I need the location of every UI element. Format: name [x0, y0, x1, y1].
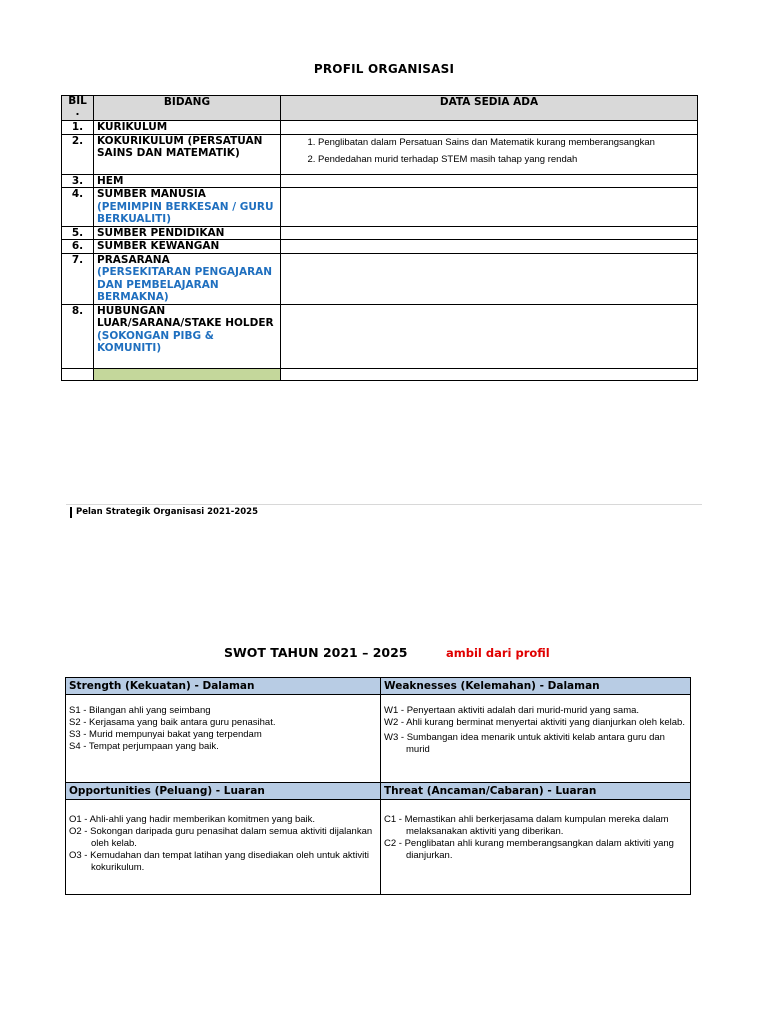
bidang-sub: (PERSEKITARAN PENGAJARAN DAN PEMBELAJARAN BERMAKNA): [97, 266, 273, 303]
opportunity-body: [66, 800, 381, 895]
strength-body: [66, 695, 381, 783]
kokurikulum-data-list: [284, 137, 694, 166]
row-data: [281, 304, 698, 368]
header-bidang: BIDANG: [94, 96, 281, 121]
swot-header-row: [66, 678, 691, 695]
list-item: S1 - Bilangan ahli yang seimbang: [69, 705, 211, 716]
list-item: S4 - Tempat perjumpaan yang baik.: [69, 741, 219, 752]
row-bidang: HEM: [94, 174, 281, 188]
empty-cell: [281, 368, 698, 380]
table-header-row: [62, 96, 698, 121]
footer-text: Pelan Strategik Organisasi 2021-2025: [70, 507, 258, 518]
row-number: 6.: [62, 240, 94, 254]
bidang-label: PRASARANA: [97, 253, 170, 266]
weakness-heading: Weaknesses (Kelemahan) - Dalaman: [381, 678, 691, 695]
header-data: DATA SEDIA ADA: [281, 96, 698, 121]
table-row: [62, 240, 698, 254]
bidang-sub: (PEMIMPIN BERKESAN / GURU BERKUALITI): [97, 200, 274, 225]
list-item: S2 - Kerjasama yang baik antara guru penasihat.: [69, 717, 276, 728]
strength-heading: Strength (Kekuatan) - Dalaman: [66, 678, 381, 695]
row-bidang: [94, 188, 281, 227]
list-item: C2 - Penglibatan ahli kurang memberangsangkan dalam aktiviti yang dianjurkan.: [384, 838, 674, 861]
row-bidang: SUMBER PENDIDIKAN: [94, 226, 281, 240]
list-item: W1 - Penyertaan aktiviti adalah dari murid-murid yang sama.: [384, 705, 640, 716]
bidang-sub: (SOKONGAN PIBG & KOMUNITI): [97, 329, 214, 354]
table-row: [62, 134, 698, 174]
header-bil: BIL .: [62, 96, 94, 121]
row-number: 1.: [62, 121, 94, 135]
footer-divider: [66, 504, 702, 505]
table-row: [62, 226, 698, 240]
table-row: [62, 188, 698, 227]
row-bidang: SUMBER KEWANGAN: [94, 240, 281, 254]
row-data: [281, 134, 698, 174]
swot-table: [65, 677, 691, 895]
highlighted-cell: [94, 368, 281, 380]
table-row-empty: [62, 368, 698, 380]
list-item: 1. Penglibatan dalam Persatuan Sains dan Matematik kurang memberangsangkan: [318, 137, 694, 149]
row-number: 3.: [62, 174, 94, 188]
list-item: S3 - Murid mempunyai bakat yang terpendam: [69, 729, 262, 740]
empty-cell: [62, 368, 94, 380]
threat-heading: Threat (Ancaman/Cabaran) - Luaran: [381, 783, 691, 800]
table-row: [62, 174, 698, 188]
row-bidang: KOKURIKULUM (PERSATUAN SAINS DAN MATEMATIK): [94, 134, 281, 174]
table-row: [62, 304, 698, 368]
swot-header-row: [66, 783, 691, 800]
swot-title: SWOT TAHUN 2021 – 2025: [224, 645, 408, 660]
bidang-label: HUBUNGAN LUAR/SARANA/STAKE HOLDER: [97, 304, 274, 329]
list-item: 2. Pendedahan murid terhadap STEM masih tahap yang rendah: [318, 154, 694, 166]
list-item: O1 - Ahli-ahli yang hadir memberikan komitmen yang baik.: [69, 814, 316, 825]
row-data: [281, 226, 698, 240]
swot-note: ambil dari profil: [446, 646, 550, 660]
row-number: 7.: [62, 253, 94, 304]
opportunity-heading: Opportunities (Peluang) - Luaran: [66, 783, 381, 800]
threat-body: [381, 800, 691, 895]
row-data: [281, 253, 698, 304]
row-number: 5.: [62, 226, 94, 240]
row-bidang: [94, 253, 281, 304]
list-item: W2 - Ahli kurang berminat menyertai aktiviti yang dianjurkan oleh kelab.: [384, 717, 685, 728]
list-item: C1 - Memastikan ahli berkerjasama dalam kumpulan mereka dalam melaksanakan aktiviti yang diberikan.: [384, 814, 669, 837]
table-row: [62, 121, 698, 135]
row-number: 2.: [62, 134, 94, 174]
row-data: [281, 121, 698, 135]
weakness-body: [381, 695, 691, 783]
list-item: W3 - Sumbangan idea menarik untuk aktiviti kelab antara guru dan murid: [384, 732, 665, 755]
row-data: [281, 240, 698, 254]
swot-body-row: [66, 800, 691, 895]
profil-title: PROFIL ORGANISASI: [313, 62, 455, 76]
row-number: 8.: [62, 304, 94, 368]
table-row: [62, 253, 698, 304]
row-number: 4.: [62, 188, 94, 227]
swot-body-row: [66, 695, 691, 783]
list-item: O2 - Sokongan daripada guru penasihat dalam semua aktiviti dijalankan oleh kelab.: [69, 826, 373, 849]
list-item: O3 - Kemudahan dan tempat latihan yang disediakan oleh untuk aktiviti kokurikulum.: [69, 850, 369, 873]
row-data: [281, 174, 698, 188]
row-bidang: [94, 304, 281, 368]
row-data: [281, 188, 698, 227]
row-bidang: KURIKULUM: [94, 121, 281, 135]
bidang-label: SUMBER MANUSIA: [97, 188, 206, 200]
profil-table: [61, 95, 698, 381]
